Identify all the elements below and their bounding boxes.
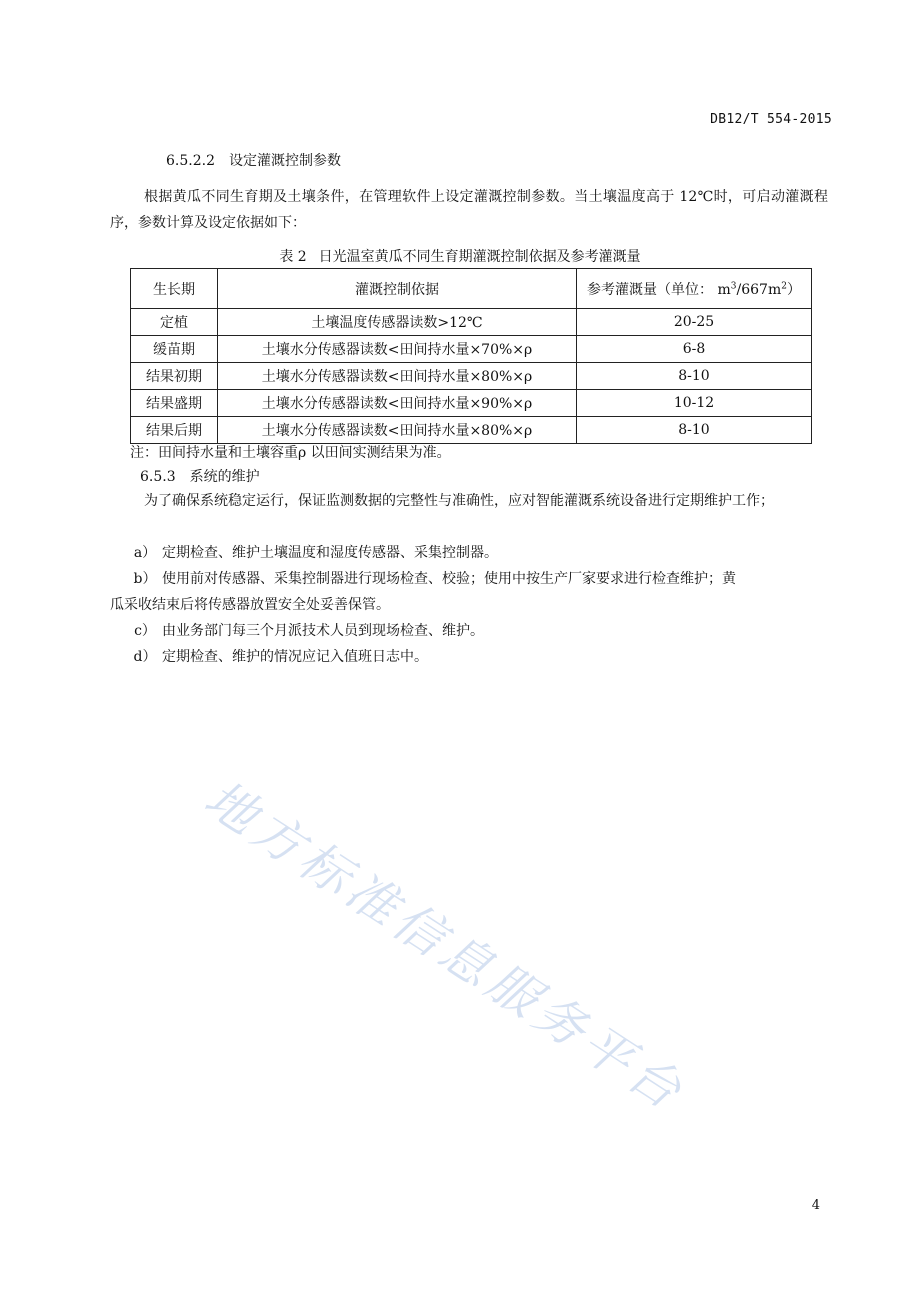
table-header-row bbox=[131, 269, 812, 309]
list-text: 由业务部门每三个月派技术人员到现场检查、维护。 bbox=[162, 623, 484, 639]
cell-amount: 8-10 bbox=[577, 417, 812, 444]
header-stage: 生长期 bbox=[131, 269, 218, 309]
list-text: 定期检查、维护的情况应记入值班日志中。 bbox=[162, 649, 428, 665]
table-row bbox=[131, 390, 812, 417]
cell-basis: 土壤水分传感器读数<田间持水量×70%×ρ bbox=[218, 336, 577, 363]
cell-stage: 结果初期 bbox=[131, 363, 218, 390]
list-marker: b） bbox=[133, 571, 157, 587]
list-item-a bbox=[110, 540, 828, 566]
cell-basis: 土壤水分传感器读数<田间持水量×80%×ρ bbox=[218, 363, 577, 390]
list-item-d bbox=[110, 644, 828, 670]
table-row bbox=[131, 336, 812, 363]
page-number: 4 bbox=[811, 1198, 820, 1213]
table-number: 表 2 bbox=[279, 249, 307, 265]
cell-stage: 结果盛期 bbox=[131, 390, 218, 417]
header-amount: 参考灌溉量（单位： $m^3/667m^2$） bbox=[577, 269, 812, 309]
section-title: 设定灌溉控制参数 bbox=[228, 153, 341, 169]
section-heading-6522 bbox=[166, 150, 341, 170]
cell-stage: 缓苗期 bbox=[131, 336, 218, 363]
section-number: 6.5.2.2 bbox=[166, 153, 215, 169]
section-number: 6.5.3 bbox=[140, 469, 176, 485]
cell-amount: 8-10 bbox=[577, 363, 812, 390]
cell-amount: 6-8 bbox=[577, 336, 812, 363]
list-marker: c） bbox=[134, 623, 156, 639]
cell-amount: 20-25 bbox=[577, 309, 812, 336]
table-caption bbox=[0, 246, 920, 266]
table-title: 日光温室黄瓜不同生育期灌溉控制依据及参考灌溉量 bbox=[318, 249, 641, 265]
cell-stage: 结果后期 bbox=[131, 417, 218, 444]
document-code: DB12/T 554-2015 bbox=[710, 112, 832, 127]
section-title: 系统的维护 bbox=[189, 469, 260, 485]
list-item-c bbox=[110, 618, 828, 644]
list-text: 定期检查、维护土壤温度和湿度传感器、采集控制器。 bbox=[162, 545, 498, 561]
cell-basis: 土壤温度传感器读数>12℃ bbox=[218, 309, 577, 336]
irrigation-table bbox=[130, 268, 812, 444]
list-marker: d） bbox=[133, 649, 157, 665]
list-text: 使用前对传感器、采集控制器进行现场检查、校验；使用中按生产厂家要求进行检查维护；黄 bbox=[162, 571, 736, 587]
list-item-b bbox=[110, 566, 828, 618]
cell-stage: 定植 bbox=[131, 309, 218, 336]
cell-basis: 土壤水分传感器读数<田间持水量×90%×ρ bbox=[218, 390, 577, 417]
cell-basis: 土壤水分传感器读数<田间持水量×80%×ρ bbox=[218, 417, 577, 444]
section-heading-653 bbox=[140, 466, 260, 486]
header-basis: 灌溉控制依据 bbox=[218, 269, 577, 309]
intro-paragraph: 根据黄瓜不同生育期及土壤条件，在管理软件上设定灌溉控制参数。当土壤温度高于 12℃时，可启动灌溉程序，参数计算及设定依据如下： bbox=[110, 189, 828, 231]
table-row bbox=[131, 417, 812, 444]
cell-amount: 10-12 bbox=[577, 390, 812, 417]
table-row bbox=[131, 363, 812, 390]
list-text-continuation: 瓜采收结束后将传感器放置安全处妥善保管。 bbox=[110, 597, 390, 613]
watermark: 地方标准信息服务平台 bbox=[194, 769, 696, 1123]
table-row bbox=[131, 309, 812, 336]
list-marker: a） bbox=[133, 545, 157, 561]
table-note: 注：田间持水量和土壤容重ρ 以田间实测结果为准。 bbox=[130, 445, 451, 461]
maintenance-paragraph: 为了确保系统稳定运行，保证监测数据的完整性与准确性，应对智能灌溉系统设备进行定期维护工作； bbox=[144, 493, 774, 509]
